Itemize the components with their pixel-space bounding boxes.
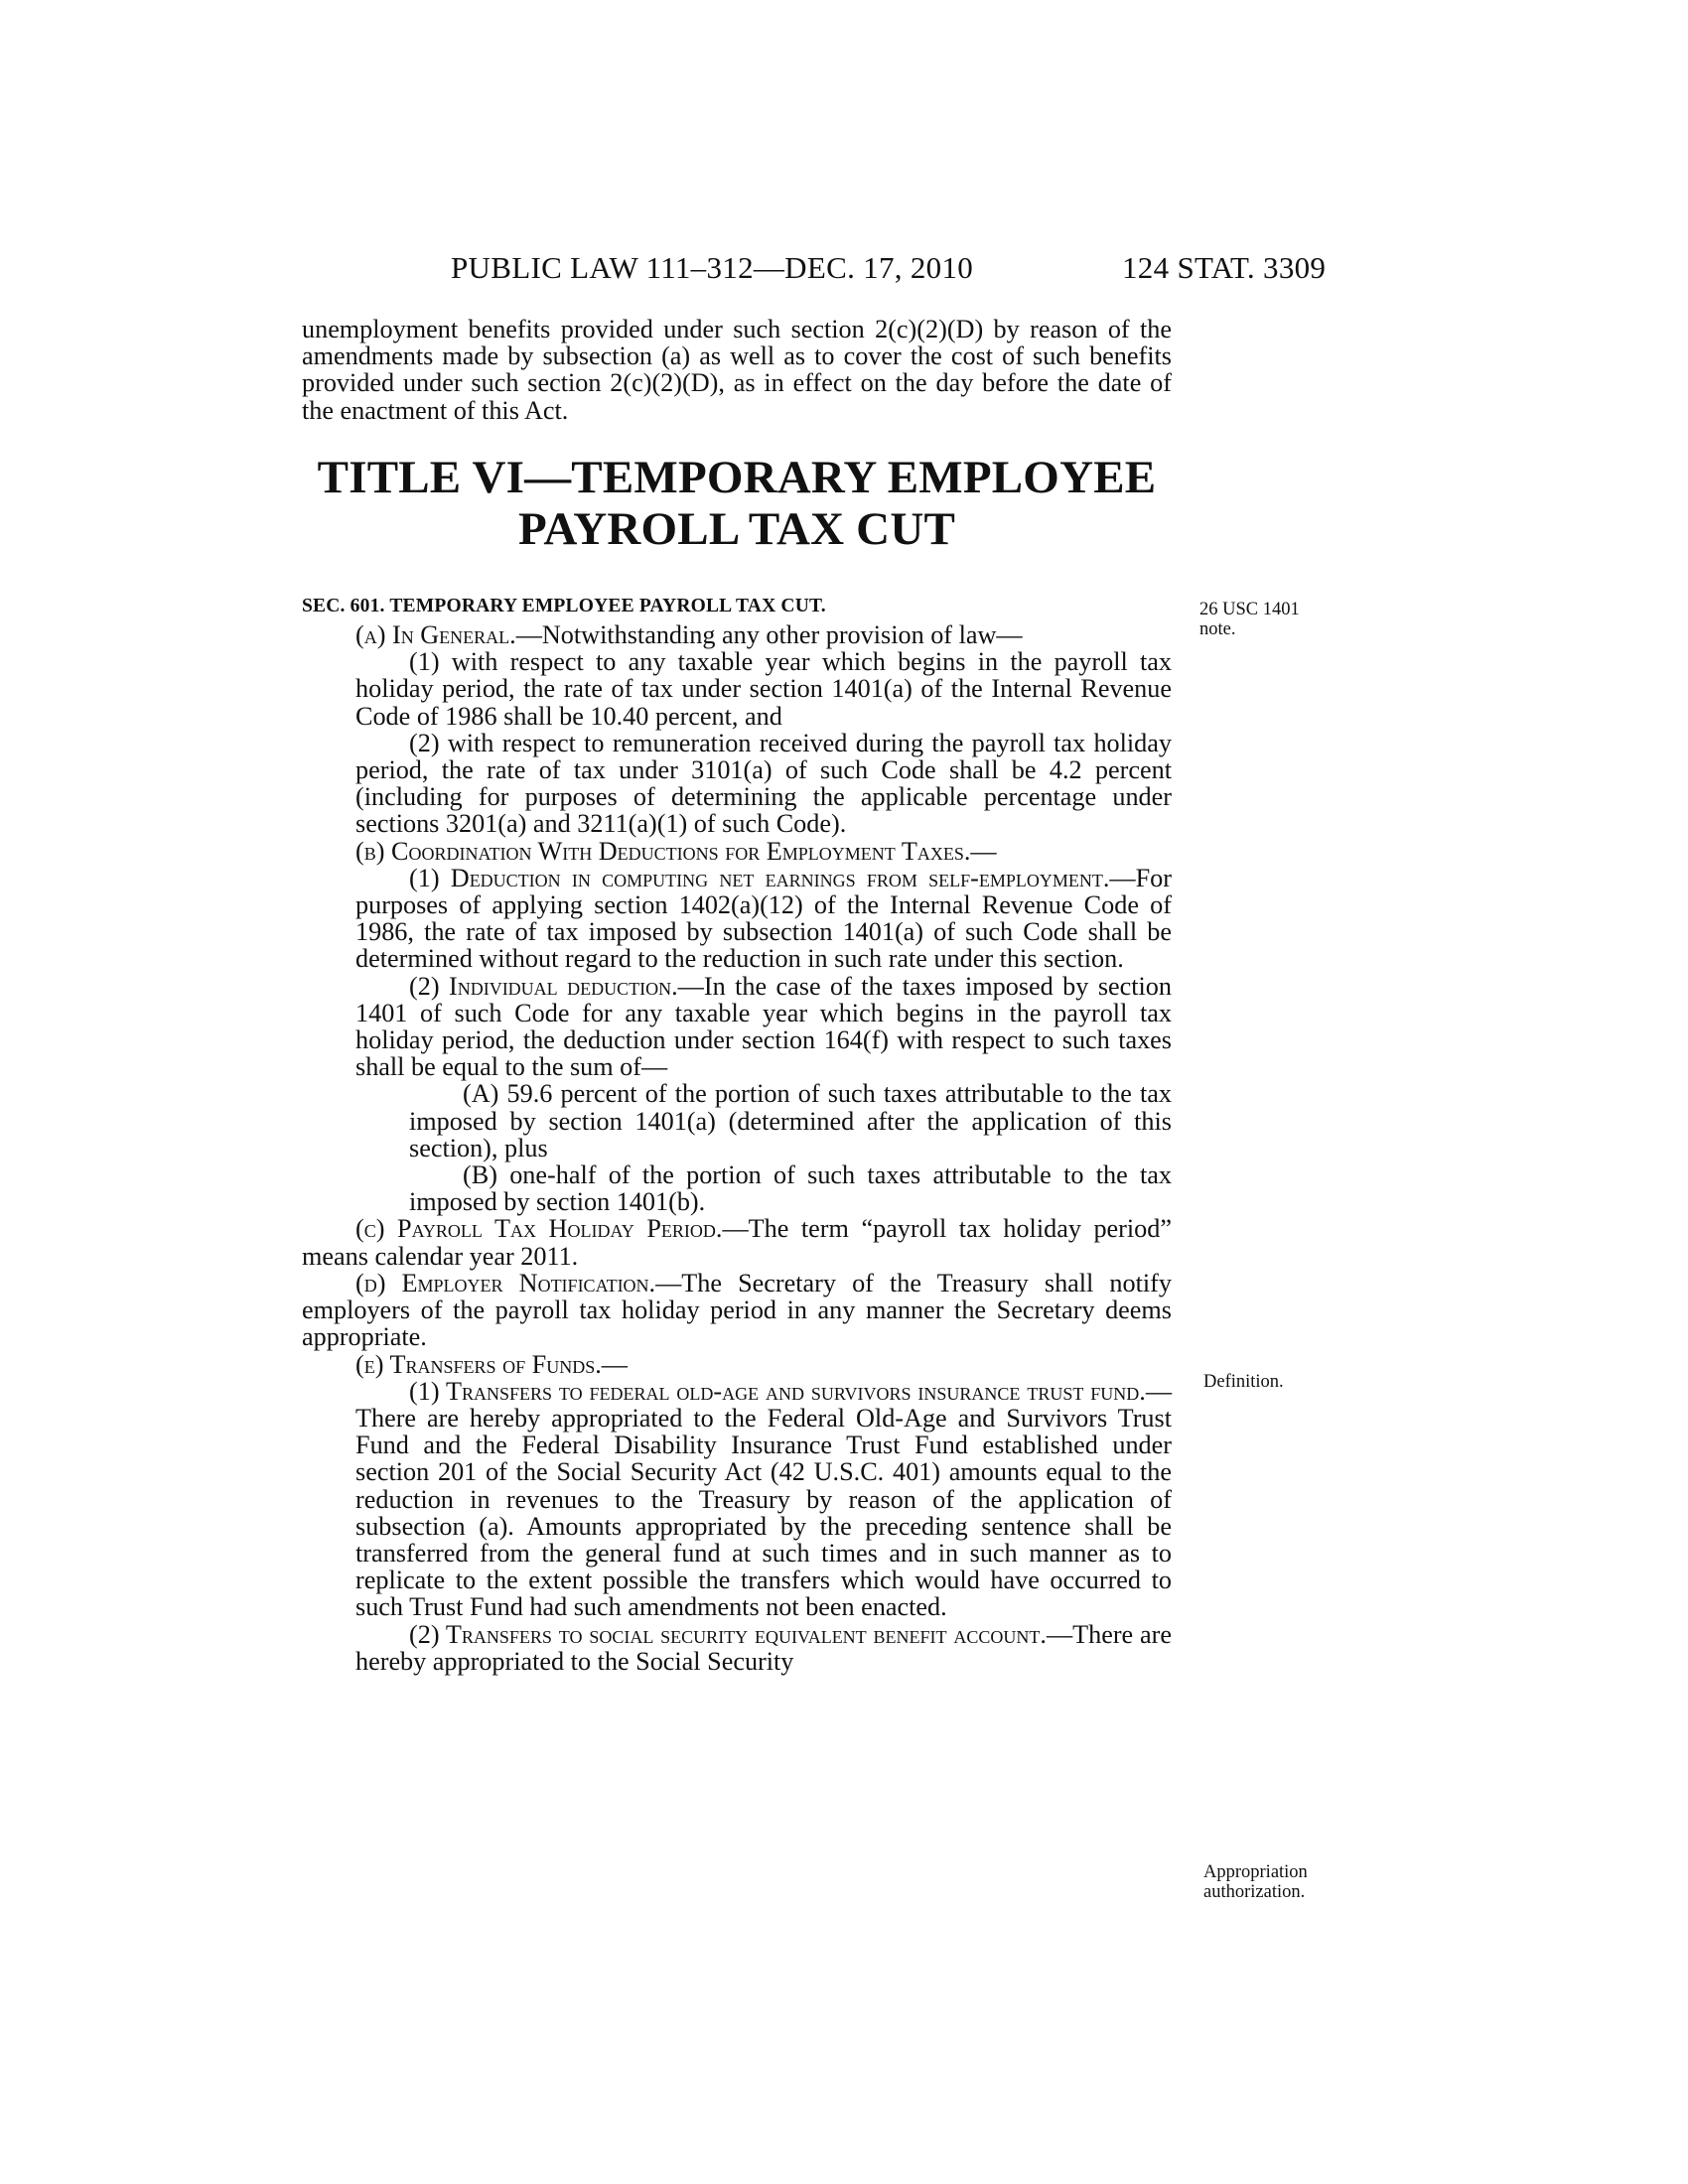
subsection-c-heading: (c) Payroll Tax Holiday Period. [355,1214,723,1244]
running-header-left: PUBLIC LAW 111–312—DEC. 17, 2010 [451,250,974,285]
subsection-d-text: —The Secretary of the Treasury shall notify employers of the payroll tax holiday period in any manner the Secretary deems appropriate. [302,1268,1172,1352]
subsection-b-paragraph-2-text: —In the case of the taxes imposed by section 1401 of such Code for any taxable year which begins in the payroll tax holiday period, the deduction under section 164(f) with respect to such taxes shall be equal to the sum of— [355,971,1172,1082]
subsection-c-text: —The term “payroll tax holiday period” means calendar year 2011. [302,1214,1172,1271]
statute-body [302,316,1172,1675]
subsection-b-paragraph-2-heading: (2) Individual deduction. [409,971,678,1001]
subsection-a-paragraph-1: (1) with respect to any taxable year which begins in the payroll tax holiday period, the rate of tax under section 1401(a) of the Internal Revenue Code of 1986 shall be 10.40 percent, and [355,647,1172,731]
subsection-b [302,838,1172,865]
subsection-e-paragraph-1-text: —There are hereby appropriated to the Federal Old-Age and Survivors Trust Fund and the Federal Disability Insurance Trust Fund established under section 201 of the Social Security Act (42 U.S.C. 401) amounts equal to the reduction in revenues to the Treasury by reason of the application of subsection (a). Amounts appropriated by the preceding sentence shall be transferred from the general fund at such times and in such manner as to replicate to the extent possible the transfers which would have occurred to such Trust Fund had such amendments not been enacted. [355,1376,1172,1622]
subsection-b-heading: (b) Coordination With Deductions for Employment Taxes. [355,836,971,866]
subsection-e-paragraph-1 [302,1378,1172,1621]
title-line-2: PAYROLL TAX CUT [517,502,956,555]
subsection-a-text: —Notwithstanding any other provision of law— [515,620,1023,650]
subsection-b-paragraph-1 [302,865,1172,973]
subsection-e [302,1351,1172,1378]
subsection-e-paragraph-2-text: —There are hereby appropriated to the Social Security [355,1619,1173,1676]
subsection-b-paragraph-1-heading: (1) Deduction in computing net earnings from self-employment. [409,863,1110,892]
subsection-e-text: — [601,1349,628,1379]
subsection-b-subparagraph-b: (B) one-half of the portion of such taxes attributable to the tax imposed by section 1401(b). [409,1160,1172,1217]
subsection-a-paragraph-2: (2) with respect to remuneration received during the payroll tax holiday period, the rate of tax under 3101(a) of such Code shall be 4.2 percent (including for purposes of determining the applicable percentage under sections 3201(a) and 3211(a)(1) of such Code). [355,728,1172,839]
margin-note-usc [1199,600,1300,639]
margin-note-appropriation-line-2: authorization. [1203,1882,1306,1902]
running-header-page-number: 124 STAT. 3309 [1122,250,1327,285]
subsection-d-heading: (d) Employer Notification. [355,1268,656,1297]
subsection-b-subparagraph-a: (A) 59.6 percent of the portion of such taxes attributable to the tax imposed by section 1401(a) (determined after the application of this section), plus [409,1079,1172,1162]
subsection-b-text: — [970,836,997,866]
subsection-a-heading: (a) In General. [355,620,516,650]
subsection-d [302,1270,1172,1351]
section-heading: SEC. 601. TEMPORARY EMPLOYEE PAYROLL TAX CUT. [302,595,826,616]
margin-note-appropriation-line-1: Appropriation [1203,1862,1308,1882]
title-line-1: TITLE VI—TEMPORARY EMPLOYEE [317,451,1157,503]
subsection-b-paragraph-1-text: —For purposes of applying section 1402(a)(12) of the Internal Revenue Code of 1986, the rate of tax imposed by subsection 1401(a) of such Code shall be determined without regard to the reduction in such rate under this section. [355,863,1172,974]
subsection-a [302,621,1172,648]
subsection-b-paragraph-2 [302,973,1172,1081]
title-heading [302,452,1172,555]
subsection-e-paragraph-2-heading: (2) Transfers to social security equivalent benefit account. [409,1619,1047,1649]
subsection-e-paragraph-2 [302,1621,1172,1675]
subsection-e-paragraph-1-heading: (1) Transfers to federal old-age and survivors insurance trust fund. [409,1376,1146,1406]
subsection-e-heading: (e) Transfers of Funds. [355,1349,602,1379]
margin-note-usc-line-1: 26 USC 1401 [1199,600,1300,619]
margin-note-usc-line-2: note. [1199,619,1236,639]
margin-note-definition: Definition. [1203,1372,1284,1392]
continued-paragraph: unemployment benefits provided under such section 2(c)(2)(D) by reason of the amendments made by subsection (a) as well as to cover the cost of such benefits provided under such section 2(c)(2)(D), as in effect on the day before the date of the enactment of this Act. [302,315,1172,425]
margin-note-appropriation [1203,1862,1308,1902]
subsection-c [302,1215,1172,1269]
